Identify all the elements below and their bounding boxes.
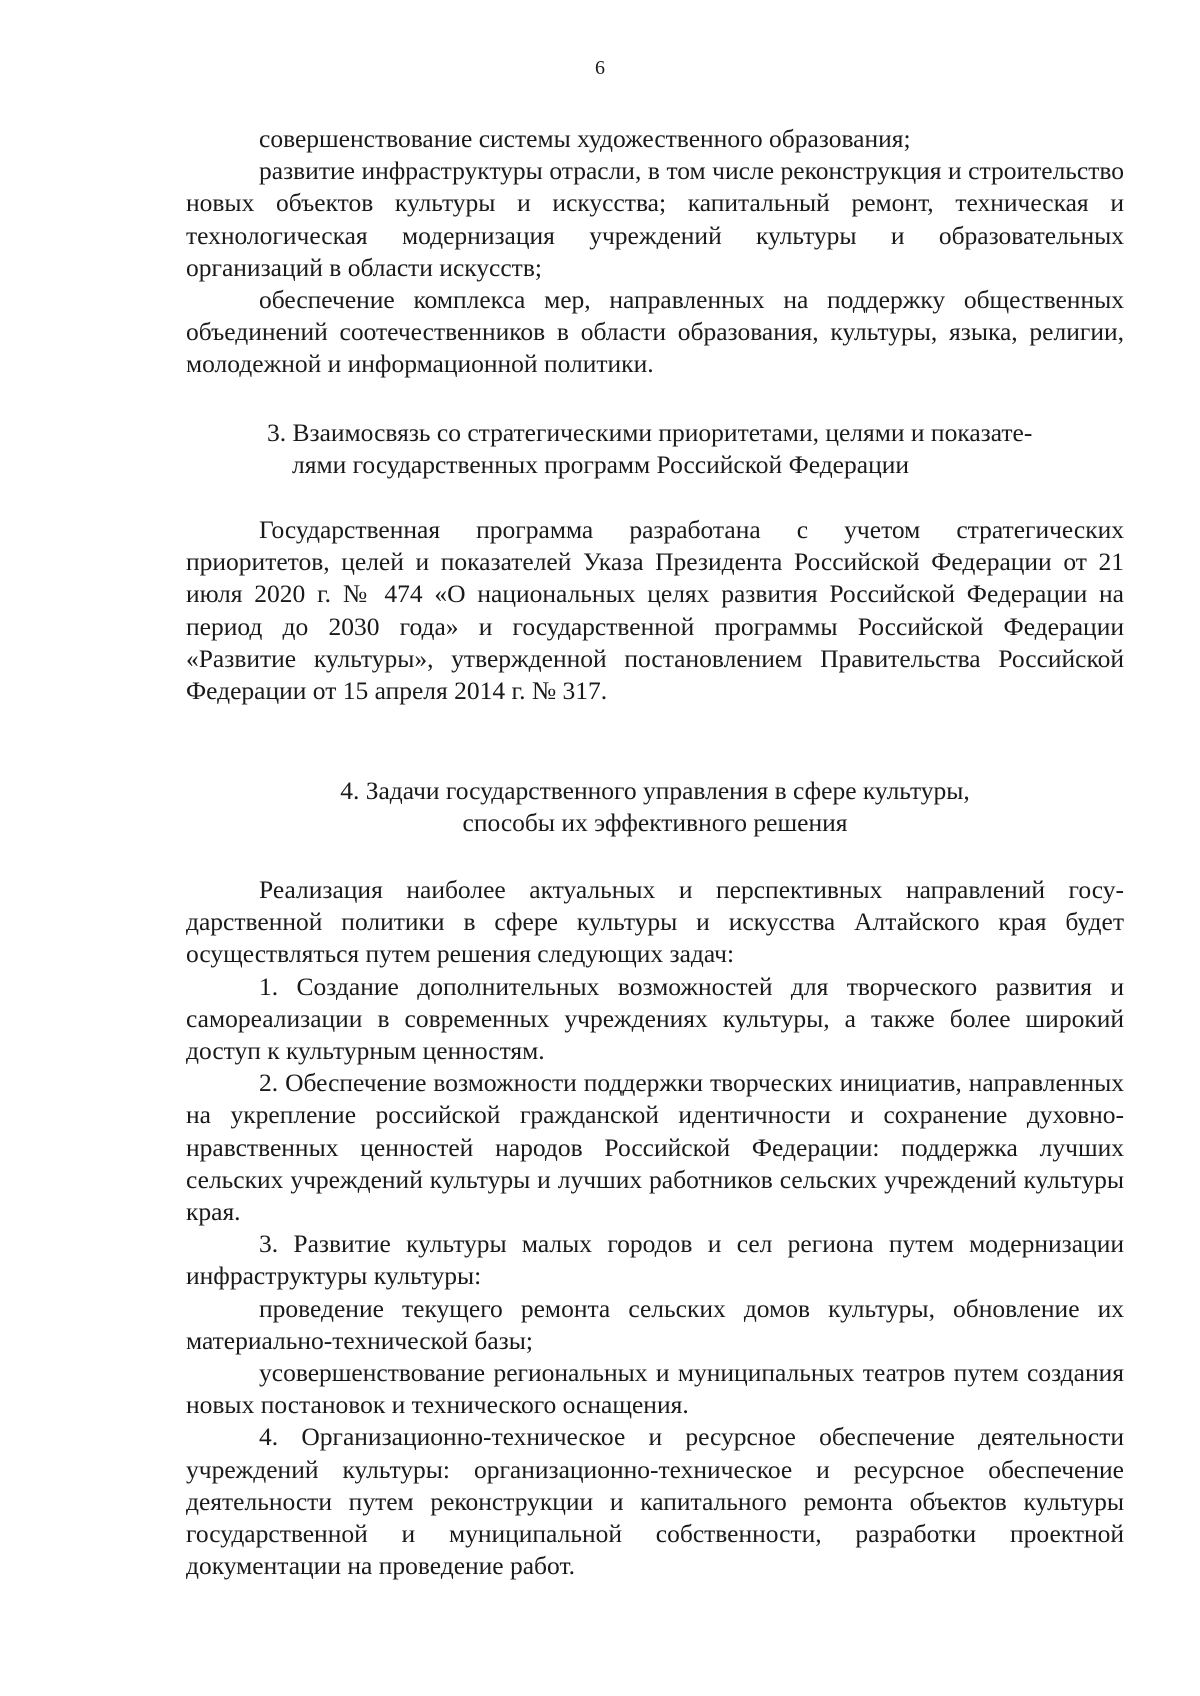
paragraph: 3. Развитие культуры малых городов и сел региона путем модернизации инфраструктуры культуры: [186,1229,1124,1291]
paragraph: проведение текущего ремонта сельских домов культуры, обновление их материально-технической базы; [186,1293,1124,1355]
intro-paragraphs [186,123,1124,381]
paragraph: совершенствование системы художественного образования; [259,124,911,153]
page-number: 6 [595,57,605,79]
paragraph: Реализация наиболее актуальных и перспективных направлений государственной политики в сфере культуры и искусства Алтайского края будет осуществляться путем решения следующих задач: [186,875,1124,969]
heading-line: 4. Задачи государственного управления в сфере культуры, [340,776,970,805]
paragraph: усовершенствование региональных и муниципальных театров путем создания новых постановок и технического оснащения. [186,1358,1124,1420]
paragraph: развитие инфраструктуры отрасли, в том числе реконструкция и строительство новых объектов культуры и искусства; капитальный ремонт, техническая и технологическая модернизация учреждений культуры и образовательных организаций в области искусств; [186,156,1124,282]
paragraph: 2. Обеспечение возможности поддержки творческих инициатив, направленных на укрепление российской гражданской идентичности и сохранение духовно-нравственных ценностей народов Российской Федерации: поддержка лучших сельских учреждений культуры и лучших работников сельских учреждений культуры края. [186,1068,1124,1227]
section-heading-4 [186,775,1124,839]
paragraph: Государственная программа разработана с учетом стратегических приоритетов, целей и показателей Указа Президента Российской Федерации от 21 июля 2020 г. № 474 «О национальных целях развития Российской Федерации на период до 2030 года» и государственной программы Российской Федерации «Развитие культуры», утвержденной постановлением Правительства Российской Федерации от 15 апреля 2014 г. № 317. [186,515,1124,706]
heading-line: 3. Взаимосвязь со стратегическими приоритетами, целями и показате- [267,418,1033,447]
paragraph: 1. Создание дополнительных возможностей для творческого развития и самореализации в современных учреждениях культуры, а также более широкий доступ к культурным ценностям. [186,971,1124,1066]
heading-line: лями государственных программ Российской Федерации [292,450,910,480]
section-heading-3 [186,417,1124,481]
heading-line: способы их эффективного решения [462,808,848,838]
section-3-body [186,514,1124,707]
paragraph: обеспечение комплекса мер, направленных на поддержку общественных объединений соотечественников в области образования, культуры, языка, религии, молодежной и информационной политики. [186,285,1124,379]
paragraph: 4. Организационно-техническое и ресурсное обеспечение деятельности учреждений культуры: организационно-техническое и ресурсное обеспечение деятельности путем реконструкции и капитального ремонта объектов культуры государственной и муниципальной собственности, разработки проектной документации на проведение работ. [186,1422,1124,1581]
section-4-body [186,874,1124,1582]
